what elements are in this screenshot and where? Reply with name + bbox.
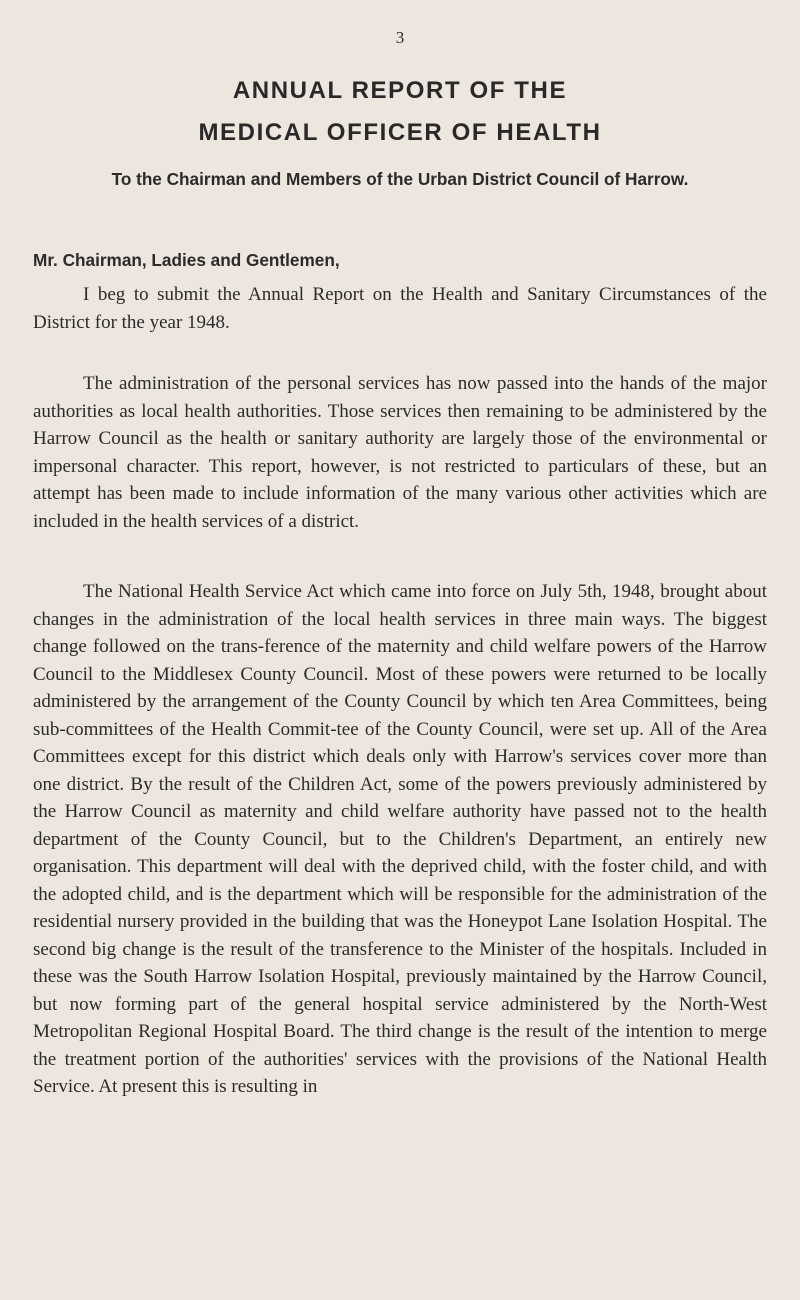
paragraph-intro: I beg to submit the Annual Report on the Health and Sanitary Circumstances of the District for the year 1948. [33,284,767,333]
paragraph-national-health-service-act: The National Health Service Act which came into force on July 5th, 1948, brought about changes in the administration of the local health services in three main ways. The biggest change followed on the trans-ference of the maternity and child welfare powers of the Harrow Council to the Middlesex County Council. Most of these powers were returned to be locally administered by the arrangement of the County Council by which ten Area Committees, being sub-committees of the Health Commit-tee of the County Council, were set up. All of the Area Committees except for this district which deals only with Harrow's services cover more than one district. By the result of the Children Act, some of the powers previously administered by the Harrow Council as maternity and child welfare authority have passed not to the health department of the County Council, but to the Children's Department, an entirely new organisation. This department will deal with the deprived child, with the foster child, and with the adopted child, and is the department which will be responsible for the administration of the residential nursery provided in the building that was the Honeypot Lane Isolation Hospital. The second big change is the result of the transference to the Minister of the hospitals. Included in these was the South Harrow Isolation Hospital, previously maintained by the Harrow Council, but now forming part of the general hospital service administered by the North-West Metropolitan Regional Hospital Board. The third change is the result of the intention to merge the treatment portion of the authorities' services with the provisions of the National Health Service. At present this is resulting in [33,581,767,1097]
salutation: Mr. Chairman, Ladies and Gentlemen, [33,250,340,270]
page-number: 3 [395,28,405,47]
report-title-line-1: ANNUAL REPORT OF THE [232,77,568,104]
paragraph-administration: The administration of the personal services has now passed into the hands of the major authorities as local health authorities. Those services then remaining to be administered by the Harrow Council as the health or sanitary authority are largely those of the environmental or impersonal character. This report, however, is not restricted to particulars of these, but an attempt has been made to include information of the many various other activities which are included in the health services of a district. [33,373,767,532]
report-title-line-2: MEDICAL OFFICER OF HEALTH [198,119,602,146]
address-heading: To the Chairman and Members of the Urban District Council of Harrow. [111,169,689,189]
report-title [33,70,767,154]
